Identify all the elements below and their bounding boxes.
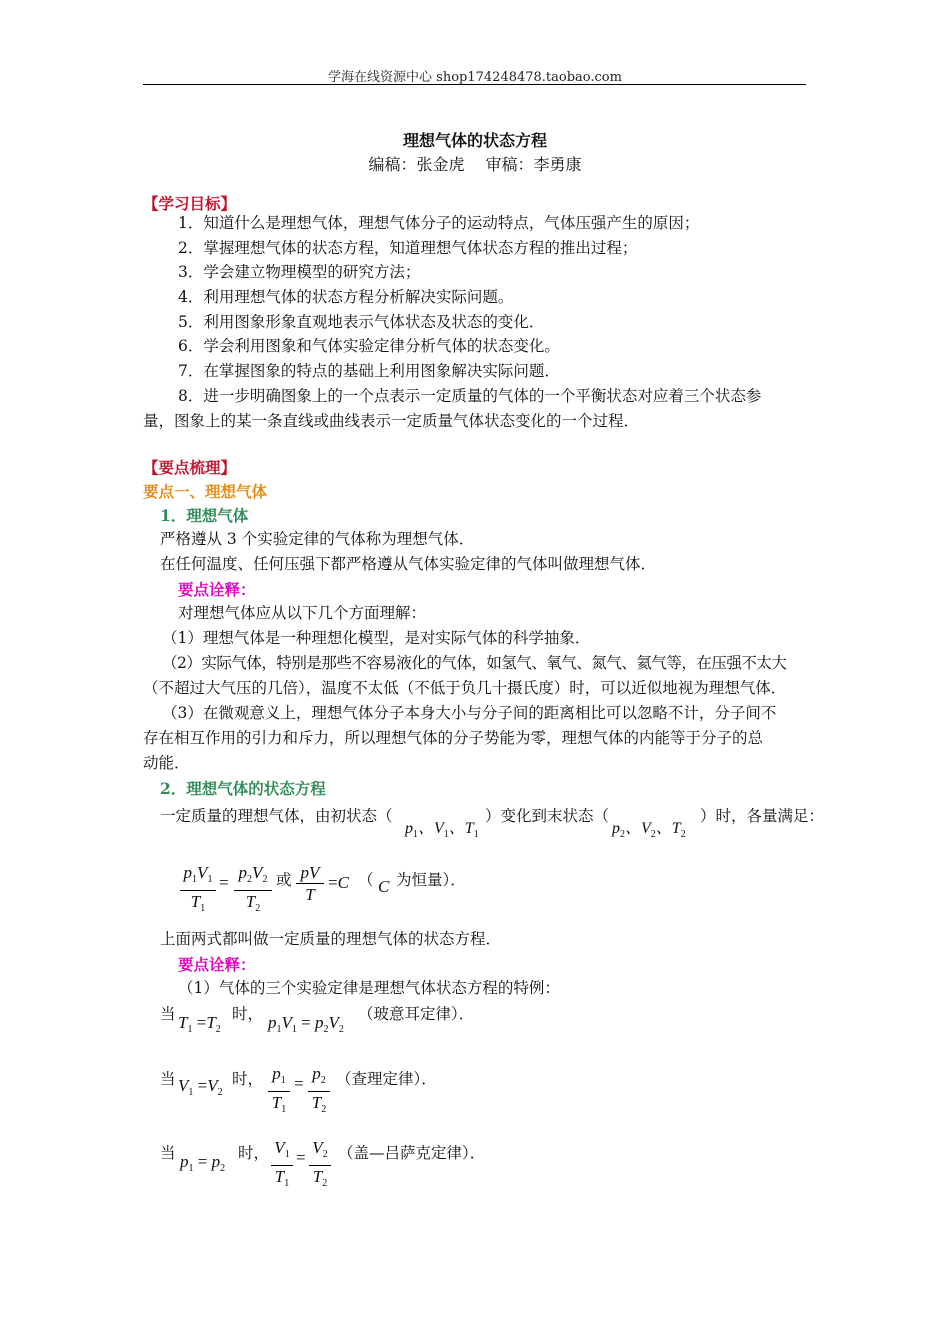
note-3-line-1: （3）在微观意义上，理想气体分子本身大小与分子间的距离相比可以忽略不计，分子间不 <box>162 704 777 722</box>
goal-item-4: 4．利用理想气体的状态方程分析解决实际问题。 <box>178 288 514 306</box>
law1-when: 当 <box>160 1005 176 1023</box>
goals-heading: 【学习目标】 <box>143 194 237 213</box>
page-header: 学海在线资源中心 shop174248478.taobao.com <box>328 70 622 85</box>
law2-condition: $V_1 =V_2$ <box>178 1076 223 1098</box>
fraction-pv-over-t: $\frac{pV}{T}$ <box>296 862 324 906</box>
fraction-p2-over-t2: $\frac{p_2}{T_2}$ <box>308 1063 330 1121</box>
law3-time: 时， <box>238 1144 270 1162</box>
law1-time: 时， <box>232 1005 264 1023</box>
document-title: 理想气体的状态方程 <box>402 131 547 150</box>
fraction-v1-over-t1: $\frac{V_1}{T_1}$ <box>271 1137 293 1195</box>
fraction-p2v2-over-t2: $\frac{p_2V_2}{T_2}$ <box>234 862 272 920</box>
goal-item-6: 6．学会利用图象和气体实验定律分析气体的状态变化。 <box>178 337 560 355</box>
law2-time: 时， <box>232 1070 264 1088</box>
note-intro: 对理想气体应从以下几个方面理解： <box>178 604 427 622</box>
law2-equals: = <box>294 1074 304 1093</box>
eq-const-open: （ <box>358 871 374 889</box>
paragraph-2: 在任何温度、任何压强下都严格遵从气体实验定律的气体叫做理想气体． <box>160 555 657 573</box>
goal-item-7: 7．在掌握图象的特点的基础上利用图象解决实际问题． <box>178 362 560 380</box>
goal-item-5: 5．利用图象形象直观地表示气体状态及状态的变化． <box>178 313 545 331</box>
goal-item-1: 1．知道什么是理想气体，理想气体分子的运动特点，气体压强产生的原因； <box>178 214 700 232</box>
law3-when: 当 <box>160 1144 176 1162</box>
equals-sign: = <box>219 873 229 892</box>
law1-equation: $p_1V_1 = p_2V_2$ <box>268 1013 344 1035</box>
paragraph-1: 严格遵从 3 个实验定律的气体称为理想气体． <box>160 530 475 548</box>
law1-name: （玻意耳定律）． <box>358 1005 475 1023</box>
equals-c: =C <box>328 873 349 892</box>
eq-or: 或 <box>276 871 292 889</box>
eq-summary: 上面两式都叫做一定质量的理想气体的状态方程． <box>160 930 502 948</box>
header-rule <box>143 84 806 85</box>
final-state-symbols: $p_2$、$V_2$、$T_2$ <box>612 820 686 840</box>
eq-intro-part-a: 一定质量的理想气体，由初状态（ <box>160 807 393 825</box>
law2-when: 当 <box>160 1070 176 1088</box>
eq-intro-part-b: ）变化到末状态（ <box>485 807 610 825</box>
note-label-2: 要点诠释： <box>178 955 256 974</box>
goal-item-8-cont: 量，图象上的某一条直线或曲线表示一定质量气体状态变化的一个过程． <box>143 412 640 430</box>
fraction-p1-over-t1: $\frac{p_1}{T_1}$ <box>268 1063 290 1121</box>
fraction-v2-over-t2: $\frac{V_2}{T_2}$ <box>309 1137 331 1195</box>
law1-condition: $T_1 =T_2$ <box>178 1013 221 1035</box>
note-1: （1）理想气体是一种理想化模型，是对实际气体的科学抽象． <box>162 629 591 647</box>
note-2-line-2: （不超过大气压的几倍），温度不太低（不低于负几十摄氏度）时，可以近似地视为理想气体． <box>143 679 787 697</box>
note-2-line-1: （2）实际气体，特别是那些不容易液化的气体，如氢气、氧气、氮气、氦气等，在压强不太大 <box>162 654 787 672</box>
sub-heading-2: 2．理想气体的状态方程 <box>160 779 326 798</box>
sub-heading-1: 1．理想气体 <box>160 506 249 525</box>
law3-name: （盖—吕萨克定律）． <box>338 1144 486 1162</box>
constant-c: C <box>378 877 390 896</box>
eq-const-note: 为恒量）． <box>396 871 466 889</box>
note-3-line-3: 动能． <box>143 754 190 772</box>
law3-condition: $p_1 = p_2$ <box>180 1152 226 1174</box>
law2-name: （查理定律）． <box>336 1070 437 1088</box>
law3-equals: = <box>296 1148 306 1167</box>
fraction-p1v1-over-t1: $\frac{p_1V_1}{T_1}$ <box>180 862 216 920</box>
eq-intro-part-c: ）时，各量满足： <box>700 807 825 825</box>
initial-state-symbols: $p_1$、$V_1$、$T_1$ <box>405 820 479 840</box>
note-label-1: 要点诠释： <box>178 580 256 599</box>
note-3-line-2: 存在相互作用的引力和斥力，所以理想气体的分子势能为零，理想气体的内能等于分子的总 <box>143 729 764 747</box>
section-1-heading: 要点一、理想气体 <box>143 482 268 501</box>
byline: 编稿：张金虎 审稿：李勇康 <box>368 155 582 174</box>
goal-item-3: 3．学会建立物理模型的研究方法； <box>178 263 421 281</box>
points-heading: 【要点梳理】 <box>143 458 237 477</box>
goal-item-8: 8．进一步明确图象上的一个点表示一定质量的气体的一个平衡状态对应着三个状态参 <box>178 387 762 405</box>
laws-intro: （1）气体的三个实验定律是理想气体状态方程的特例： <box>178 979 560 997</box>
goal-item-2: 2．掌握理想气体的状态方程，知道理想气体状态方程的推出过程； <box>178 239 638 257</box>
